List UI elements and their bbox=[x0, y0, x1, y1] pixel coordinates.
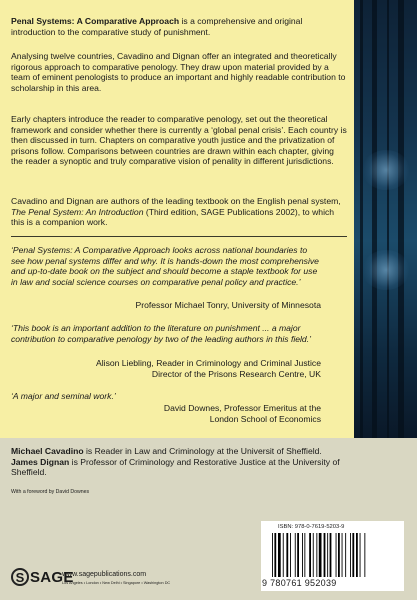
barcode-number: 9 780761 952039 bbox=[262, 578, 337, 588]
companion-paragraph: Cavadino and Dignan are authors of the leading textbook on the English penal system, The Penal System: An Introduction (Third edition, SAGE Publications 2002), to which this is a companion work. bbox=[11, 196, 341, 228]
barcode-icon bbox=[272, 533, 398, 577]
review-quote: ‘This book is an important addition to the literature on punishment ... a major contribution to comparative penology by two of the leading authors in this field.’ bbox=[11, 323, 312, 344]
companion-book-title: The Penal System: An Introduction bbox=[11, 206, 144, 217]
review-attribution: David Downes, Professor Emeritus at the bbox=[163, 403, 321, 413]
foreword-note: With a foreword by David Downes bbox=[11, 489, 90, 495]
divider bbox=[11, 236, 347, 237]
review-quote: ‘A major and seminal work.’ bbox=[11, 391, 116, 401]
book-title: Penal Systems: A Comparative Approach bbox=[11, 16, 180, 26]
intro-paragraph: Penal Systems: A Comparative Approach is a comprehensive and original introduction to the comparative study of punishment. bbox=[11, 16, 303, 37]
description-paragraph: Analysing twelve countries, Cavadino and Dignan offer an integrated and theoretically rigorous approach to comparative penology. They draw upon material provided by a team of eminent penologists to produce an important and highly readable contribution to scholarship in this area. bbox=[11, 51, 346, 93]
cover-photo-strip bbox=[354, 0, 417, 438]
review-attribution: Director of the Prisons Research Centre, UK bbox=[151, 369, 321, 379]
author-name: Michael Cavadino bbox=[11, 446, 84, 456]
publisher-name: SAGE bbox=[30, 568, 74, 586]
chapters-paragraph: Early chapters introduce the reader to comparative penology, set out the theoretical framework and consider whether there is currently a ‘global penal crisis’. Each country is then discussed in turn. Chapters on comparative youth justice and the privatization of prisons follow. Comparisons between countries are drawn within each chapter, giving the reader a synoptic and truly comparative vision of penality in different jurisdictions. bbox=[11, 114, 347, 167]
review-attribution: Alison Liebling, Reader in Criminology and Criminal Justice bbox=[96, 358, 321, 368]
review-attribution: London School of Economics bbox=[209, 414, 321, 424]
sage-logo-icon: S bbox=[11, 568, 29, 586]
author-name: James Dignan bbox=[11, 456, 70, 467]
isbn-label: ISBN: 978-0-7619-5203-9 bbox=[278, 524, 345, 530]
publisher-website[interactable]: www.sagepublications.com bbox=[62, 571, 147, 578]
review-quote: ‘Penal Systems: A Comparative Approach looks across national boundaries to see how penal systems differ and why. It is hands-down the most comprehensive and up-to-date book on the subject and should become a staple textbook for use in law and social science courses on comparative penal policy and practice.’ bbox=[11, 245, 319, 287]
author-bio: Michael Cavadino is Reader in Law and Criminology at the Universit of Sheffield. James Dignan is Professor of Criminology and Restorative Justice at the University of Sheffield. bbox=[11, 446, 340, 478]
review-attribution: Professor Michael Tonry, University of Minnesota bbox=[135, 300, 321, 310]
publisher-cities: Los Angeles • London • New Delhi • Singapore • Washington DC bbox=[62, 581, 171, 585]
